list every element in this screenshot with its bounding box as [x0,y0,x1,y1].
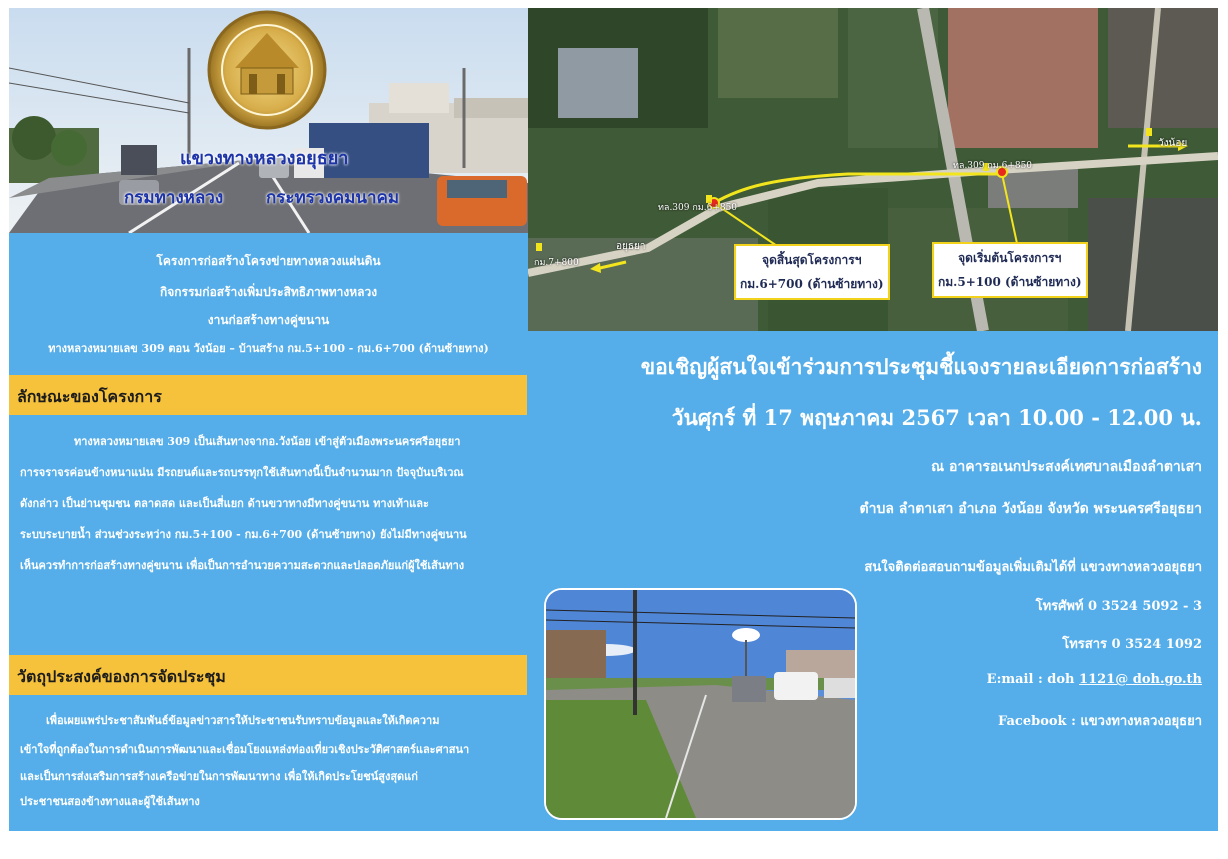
invite-headline: ขอเชิญผู้สนใจเข้าร่วมการประชุมชี้แจงรายละเอียดการก่อสร้าง [640,354,1202,379]
map-label-km-far: กม.7+800 [534,258,579,268]
start-point-callout [932,242,1088,298]
start-point-km: กม.5+100 (ด้านซ้ายทาง) [938,275,1082,289]
objectives-heading-bar [9,655,527,695]
project-line-1: โครงการก่อสร้างโครงข่ายทางหลวงแผ่นดิน [156,254,381,268]
map-label-wangnoi: วังน้อย [1158,138,1188,149]
project-location-map [528,8,1218,331]
start-point-title: จุดเริ่มต้นโครงการฯ [958,251,1062,265]
contact-facebook: Facebook : แขวงทางหลวงอยุธยา [997,714,1202,729]
project-line-4: ทางหลวงหมายเลข 309 ตอน วังน้อย – บ้านสร้าง กม.5+100 - กม.6+700 (ด้านซ้ายทาง) [48,342,489,355]
contact-fax: โทรสาร 0 3524 1092 [1062,637,1202,652]
contact-email [987,672,1202,687]
invite-venue: ณ อาคารอเนกประสงค์เทศบาลเมืองลำตาเสา [931,459,1202,475]
map-label-km-right: ทล.309 กม.6+850 [953,161,1033,171]
characteristics-heading-bar [9,375,527,415]
office-title: แขวงทางหลวงอยุธยา [180,148,349,169]
characteristics-line-1: ทางหลวงหมายเลข 309 เป็นเส้นทางจากอ.วังน้อย เข้าสู่ตัวเมืองพระนครศรีอยุธยา [74,435,461,448]
characteristics-line-4: ระบบระบายน้ำ ส่วนช่วงระหว่าง กม.5+100 - กม.6+700 (ด้านซ้ายทาง) ยังไม่มีทางคู่ขนาน [20,528,467,541]
objectives-line-3: และเป็นการส่งเสริมการสร้างเครือข่ายในการพัฒนาทาง เพื่อให้เกิดประโยชน์สูงสุดแก่ [20,770,418,783]
invite-address: ตำบล ลำตาเสา อำเภอ วังน้อย จังหวัด พระนครศรีอยุธยา [859,501,1202,517]
map-label-km-left: ทล.309 กม.6+850 [658,203,738,213]
map-label-ayutthaya: อยุธยา [616,241,646,252]
characteristics-line-3: ดังกล่าว เป็นย่านชุมชน ตลาดสด และเป็นสี่แยก ด้านขวาทางมีทางคู่ขนาน ทางเท้าและ [20,497,429,510]
contact-intro: สนใจติดต่อสอบถามข้อมูลเพิ่มเติมได้ที่ แขวงทางหลวงอยุธยา [864,560,1202,575]
objectives-line-1: เพื่อเผยแพร่ประชาสัมพันธ์ข้อมูลข่าวสารให้ประชาชนรับทราบข้อมูลและให้เกิดความ [46,714,440,727]
characteristics-line-2: การจราจรค่อนข้างหนาแน่น มีรถยนต์และรถบรรทุกใช้เส้นทางนี้เป็นจำนวนมาก ปัจจุบันบริเวณ [20,466,464,479]
end-point-callout [734,244,890,300]
project-line-2: กิจกรรมก่อสร้างเพิ่มประสิทธิภาพทางหลวง [159,285,378,299]
objectives-heading: วัตถุประสงค์ของการจัดประชุม [17,667,226,686]
contact-phone: โทรศัพท์ 0 3524 5092 - 3 [1035,599,1202,614]
objectives-line-2: เข้าใจที่ถูกต้องในการดำเนินการพัฒนาและเชื่อมโยงแหล่งท่องเที่ยวเชิงประวัติศาสตร์และศาสนา [20,743,470,756]
project-line-3: งานก่อสร้างทางคู่ขนาน [207,313,330,327]
department-name: กรมทางหลวง [124,188,224,208]
objectives-line-4: ประชาชนสองข้างทางและผู้ใช้เส้นทาง [20,795,200,808]
road-site-photo [544,588,857,820]
end-point-title: จุดสิ้นสุดโครงการฯ [762,253,862,267]
invite-date: วันศุกร์ ที่ 17 พฤษภาคม 2567 เวลา 10.00 - 12.00 น. [671,405,1202,430]
ministry-name: กระทรวงคมนาคม [266,188,400,208]
end-point-km: กม.6+700 (ด้านซ้ายทาง) [740,277,884,291]
email-label: E:mail : doh [986,672,1080,687]
characteristics-heading: ลักษณะของโครงการ [17,387,162,406]
email-link[interactable]: 1121@ doh.go.th [1079,672,1202,687]
characteristics-line-5: เห็นควรทำการก่อสร้างทางคู่ขนาน เพื่อเป็นการอำนวยความสะดวกและปลอดภัยแก่ผู้ใช้เส้นทาง [20,559,465,572]
